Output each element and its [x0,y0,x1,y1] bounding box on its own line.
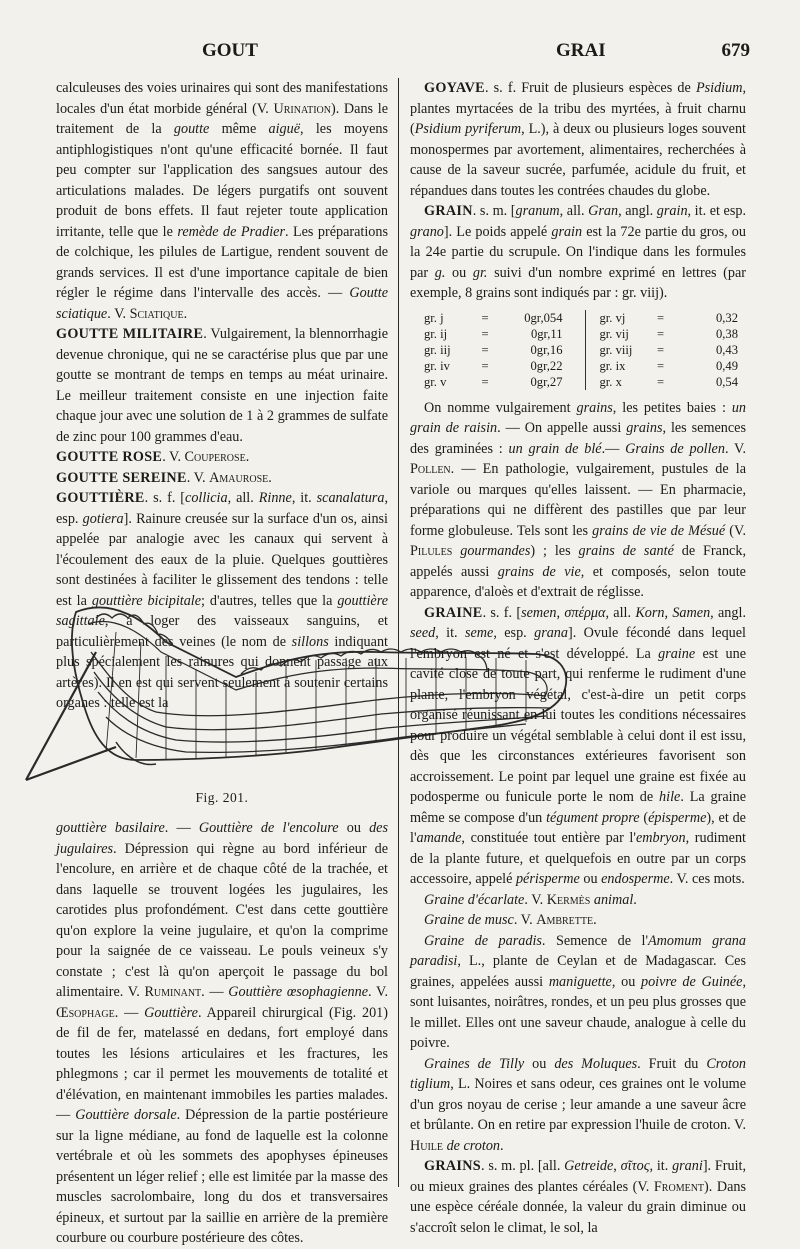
table-row: gr. iv = 0gr,22 [424,358,563,373]
entry-graine: GRAINE. s. f. [semen, σπέρμα, all. Korn, Samen, angl. seed, it. seme, esp. grana]. Ovule fécondé dans lequel l'embryon est né et s'est développé. La graine est une cavité close de toute part, qui renferme le rudiment d'une plante, l'embryon végétal, c'est-à-dire un petit corps organisé réunissant en lui toutes les conditions nécessaires pour produire un végétal semblable à celui dont il est issu, dès que les circonstances extérieures favorisent son accroissement. Le point par lequel une graine est fixée au podosperme ou funicule porte le nom de hile. La graine même se compose d'un tégument propre (épisperme), et de l'amande, constituée tout entière par l'embryon, rudiment de la plante future, et quelquefois en outre par un corps accessoire, appelé périsperme ou endosperme. V. ces mots. [410,604,747,887]
grain-table-left [424,310,571,390]
left-column-lower [56,818,388,1249]
header-center-word: GRAI [556,40,606,61]
table-row: gr. ix = 0,49 [599,358,739,373]
page-number: 679 [721,40,750,61]
entry-gouttiere-continued: gouttière basilaire. — Gouttière de l'encolure ou des jugulaires. Dépression qui règne au bord inférieur de l'encolure, en arrière et de chaque côté de la trachée, et dans laquelle se trouvent logées les jugulaires, les carotides plus profondément. C'est dans cette gouttière qu'on explore la veine jugulaire, et qu'on la comprime pour la saignée de ce vaisseau. Le pouls veineux s'y constate ; c'est là qu'on aperçoit le passage du bol alimentaire. V. Ruminant. — Gouttière œsophagienne. V. Œsophage. — Gouttière. Appareil chirurgical (Fig. 201) de fil de fer, matelassé en dedans, fort employé dans toutes les lésions articulaires et les fractures, les phlegmons ; car il permet les mouvements de totalité et d'élévation, en maintenant immobiles les parties malades. — Gouttière dorsale. Dépression de la partie postérieure sur la ligne médiane, au fond de laquelle est la colonne vertébrale et où les sommets des apophyses épineuses présentent un léger relief ; elle est limitée par la masse des muscles sacrolombaire, long du dos et transversaires épineux, et surtout par la saillie en arrière de la première courbure ou courbure postérieure des côtes. [56,820,388,1246]
running-header [56,40,750,68]
table-row: gr. viij = 0,43 [599,342,739,357]
table-row: gr. j = 0gr,054 [424,310,563,325]
grain-table-right [600,310,747,390]
entry-graine-ecarlate: Graine d'écarlate. V. Kermès animal. [424,891,637,908]
table-row: gr. vj = 0,32 [599,310,739,325]
table-divider [585,310,586,390]
table-row: gr. x = 0,54 [599,374,739,389]
table-row: gr. ij = 0gr,11 [424,326,563,341]
entry-gouttiere: GOUTTIÈRE. s. f. [collicia, all. Rinne, it. scanalatura, esp. gotiera]. Rainure creusée sur la surface d'un os, ainsi appelée par analogie avec les canaux qui servent à l'écoulement des eaux de la pluie. Quelques gouttières sont destinées à faciliter le glissement des tendons : telle est la gouttière bicipitale; d'autres, telles que la gouttière sagittale, à loger des vaisseaux sanguins, et particulièrement des veines (le nom de sillons indiquant plus spécialement les rainures qui donnent passage aux artères). Il en est qui servent seulement à soutenir certains organes : telle est la [56,490,389,711]
entry-grains: GRAINS. s. m. pl. [all. Getreide, σῖτος, it. grani]. Fruit, ou mieux graines des plantes céréales (V. Froment). Dans une espèce céréale donnée, la valeur du grain diminue ou s'accroît selon le climat, le sol, la [410,1158,747,1236]
figure-caption: Fig. 201. [195,790,249,805]
header-left-word: GOUT [202,40,258,61]
entry-graines-tilly: Graines de Tilly ou des Moluques. Fruit du Croton tiglium, L. Noires et sans odeur, ces graines ont le volume d'un gros noyau de cerise ; leur amande a une saveur âcre et brûlante. On en retire par expression l'huile de croton. V. Huile de croton. [410,1055,747,1154]
entry-goutte-rose: GOUTTE ROSE. V. Couperose. [56,449,250,465]
entry-graine-musc: Graine de musc. V. Ambrette. [424,912,597,928]
entry-goutte-militaire: GOUTTE MILITAIRE. Vulgairement, la blennorrhagie devenue chronique, qui ne se caractérise plus que par une goutte se montrant de temps en temps au méat urinaire. Le meilleur traitement consiste en une injection faite chaque jour avec une solution de 1 à 2 grammes de sulfate de zinc pour 100 grammes d'eau. [56,326,388,445]
entry-grain-continued: On nomme vulgairement grains, les petites baies : un grain de raisin. — On appelle aussi grains, les semences des graminées : un grain de blé.— Grains de pollen. V. Pollen. — En pathologie, vulgairement, pustules de la variole ou marques qu'elles laissent. — En pharmacie, préparations qui ne diffèrent des pastilles que par leur forme globuleuse. Tels sont les grains de vie de Mésué (V. Pilules gourmandes) ; les grains de santé de Franck, appelés aussi grains de vie, et composés, selon toute apparence, d'aloès et d'extrait de réglisse. [410,399,747,600]
entry-goyave: GOYAVE. s. f. Fruit de plusieurs espèces de Psidium, plantes myrtacées de la tribu des myrtées, à fruit charnu (Psidium pyriferum, L.), à deux ou plusieurs loges souvent monospermes par avortement, alimentaires, recherchées à cause de la saveur sucrée, parfumée, acidule du fruit, et répandues dans toutes les contrées chaudes du globe. [410,80,746,199]
table-row: gr. v = 0gr,27 [424,374,563,389]
entry-graine-paradis: Graine de paradis. Semence de l'Amomum grana paradisi, L., plante de Ceylan et de Madagascar. Ces graines, appelées aussi maniguette, ou poivre de Guinée, sont luisantes, noirâtres, rondes, et un peu plus grosses que le millet. Elles ont une saveur chaude, analogue à celle du poivre. [410,932,746,1051]
entry-goutte-sereine: GOUTTE SEREINE. V. Amaurose. [56,469,272,486]
right-column [410,78,746,1238]
entry-goutte-continued: calculeuses des voies urinaires qui sont des manifestations locales d'un état morbide général (V. Urination). Dans le traitement de la goutte même aiguë, les moyens antiphlogistiques n'ont qu'une efficacité bornée. Il faut peu compter sur l'application des sangsues autour des articulations malades. De légers purgatifs ont souvent produit de bons effets. Il faut rejeter toute application irritante, telle que le remède de Pradier. Les préparations de colchique, les pilules de Lartigue, rendent souvent de grands services. Il est d'une importance capitale de bien régler le régime dans l'intervalle des accès. — Goutte sciatique. V. Sciatique. [56,80,388,322]
grain-conversion-table [424,310,746,390]
entry-grain: GRAIN. s. m. [granum, all. Gran, angl. grain, it. et esp. grano]. Le poids appelé grain est la 72e partie du gros, ou la 24e partie du scrupule. On l'indique dans les formules par g. ou gr. suivi d'un nombre exprimé en lettres (par exemple, 8 grains sont indiqués par : gr. viij). [410,203,746,301]
table-row: gr. iij = 0gr,16 [424,342,563,357]
table-row: gr. vij = 0,38 [599,326,739,341]
